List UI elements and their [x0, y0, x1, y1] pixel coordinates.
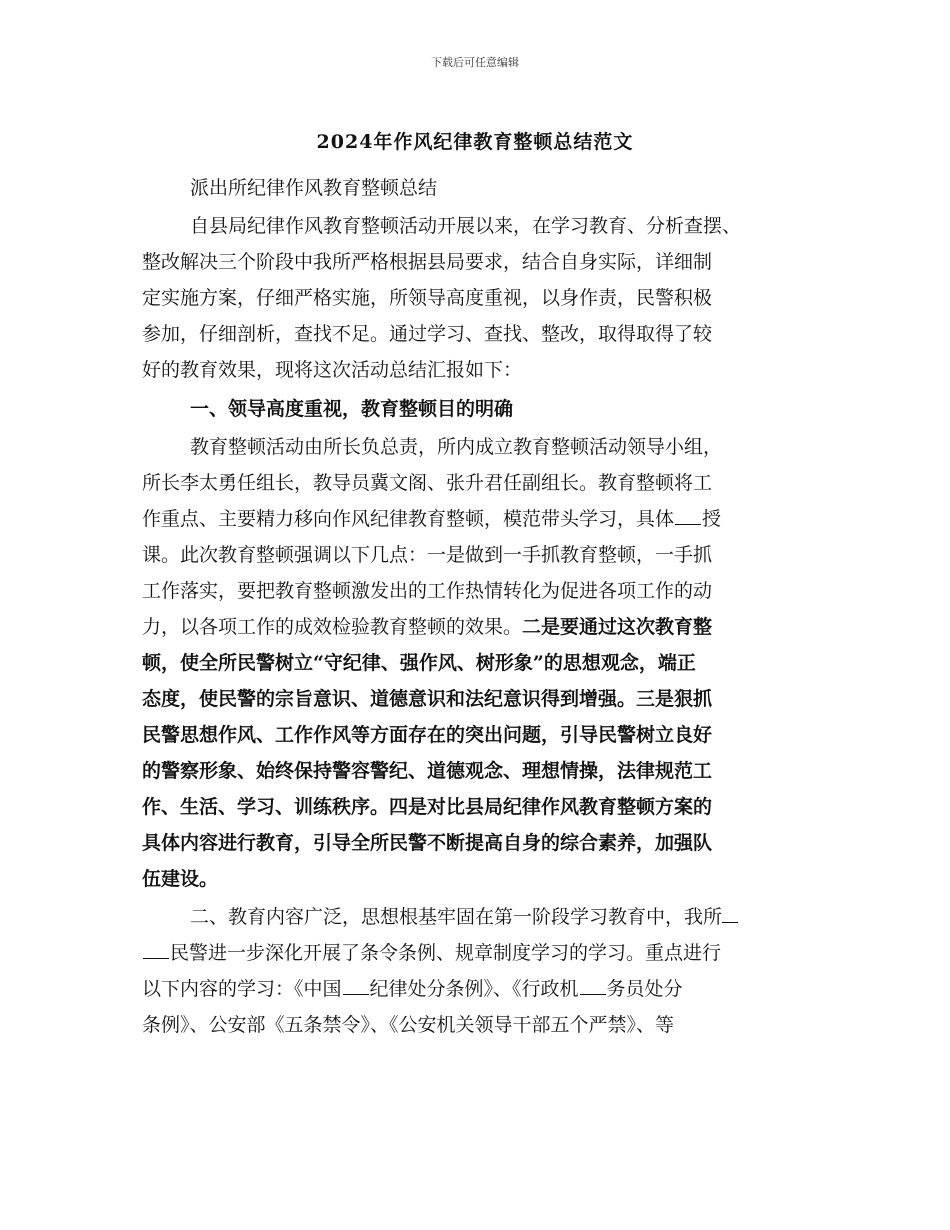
text-run: 民警进一步深化开展了条令条例、规章制度学习的学习。重点进行 [170, 942, 722, 964]
paragraph-line: 自县局纪律作风教育整顿活动开展以来，在学习教育、分析查摆、 [190, 215, 742, 237]
paragraph-line: 民警思想作风、工作作风等方面存在的突出问题，引导民警树立良好 [142, 724, 713, 746]
subtitle: 派出所纪律作风教育整顿总结 [190, 177, 438, 199]
paragraph-line: 定实施方案，仔细严格实施，所领导高度重视，以身作责，民警积极 [142, 287, 713, 309]
text-run: 务员处分 [606, 978, 683, 1000]
bold-text-run: 二是要通过这次教育整 [522, 616, 713, 638]
blank-underline [343, 993, 369, 995]
paragraph-line: 工作落实，要把教育整顿激发出的工作热情转化为促进各项工作的动 [142, 580, 713, 602]
paragraph-line: 参加，仔细剖析，查找不足。通过学习、查找、整改，取得取得了较 [142, 323, 713, 345]
paragraph-line: 课。此次教育整顿强调以下几点：一是做到一手抓教育整顿，一手抓 [142, 544, 713, 566]
text-run: 纪律处分条例》、《行政机 [369, 978, 579, 1000]
paragraph-line: 态度，使民警的宗旨意识、道德意识和法纪意识得到增强。三是狠抓 [142, 688, 713, 710]
paragraph-line [142, 941, 822, 965]
section-heading: 一、领导高度重视，教育整顿目的明确 [190, 398, 514, 420]
paragraph-line: 好的教育效果，现将这次活动总结汇报如下： [142, 359, 523, 381]
paragraph-line: 具体内容进行教育，引导全所民警不断提高自身的综合素养，加强队 [142, 832, 713, 854]
paragraph-line: 顿，使全所民警树立“守纪律、强作风、树形象”的思想观念，端正 [142, 652, 696, 674]
header-note: 下载后可任意编辑 [431, 56, 519, 69]
text-run: 授 [702, 508, 722, 530]
blank-underline [143, 957, 169, 959]
text-run: 作重点、主要精力移向作风纪律教育整顿，模范带头学习，具体 [142, 508, 675, 530]
text-run: 力，以各项工作的成效检验教育整顿的效果。 [142, 616, 523, 638]
paragraph-line [142, 977, 822, 1001]
blank-underline [722, 921, 738, 923]
document-title: 2024年作风纪律教育整顿总结范文 [316, 131, 634, 153]
paragraph-line [190, 905, 830, 929]
text-run: 二、教育内容广泛，思想根基牢固在第一阶段学习教育中，我所 [190, 906, 723, 928]
paragraph-line [142, 507, 822, 531]
paragraph-line: 作、生活、学习、训练秩序。四是对比县局纪律作风教育整顿方案的 [142, 796, 713, 818]
paragraph-line: 教育整顿活动由所长负总责，所内成立教育整顿活动领导小组， [190, 436, 723, 458]
paragraph-line: 伍建设。 [142, 868, 219, 890]
paragraph-line [142, 615, 822, 639]
blank-underline [675, 523, 701, 525]
paragraph-line: 的警察形象、始终保持警容警纪、道德观念、理想情操，法律规范工 [142, 760, 713, 782]
paragraph-line: 所长李太勇任组长，教导员冀文阁、张升君任副组长。教育整顿将工 [142, 472, 713, 494]
blank-underline [580, 993, 606, 995]
paragraph-line: 条例》、公安部《五条禁令》、《公安机关领导干部五个严禁》、等 [142, 1014, 675, 1036]
paragraph-line: 整改解决三个阶段中我所严格根据县局要求，结合自身实际，详细制 [142, 251, 713, 273]
text-run: 以下内容的学习：《中国 [142, 978, 342, 1000]
